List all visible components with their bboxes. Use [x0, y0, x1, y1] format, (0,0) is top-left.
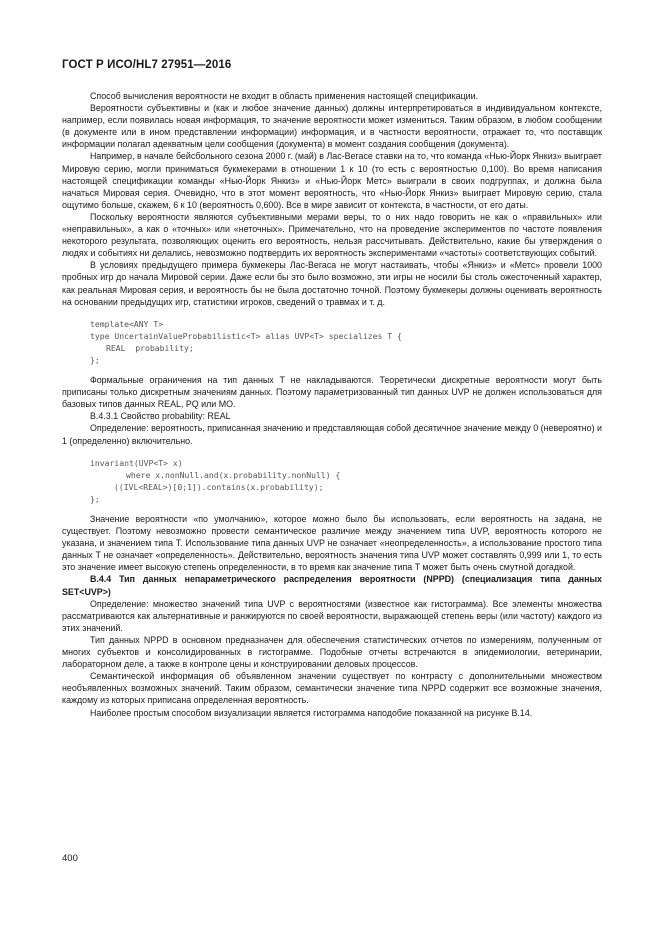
code-line: where x.nonNull.and(x.probability.nonNull) {	[126, 469, 341, 480]
code-line: };	[90, 493, 100, 504]
code-line: };	[90, 354, 100, 365]
page-number: 400	[62, 853, 78, 864]
document-body	[62, 90, 602, 719]
paragraph: Наиболее простым способом визуализации является гистограмма наподобие показанной на рисунке B.14.	[90, 707, 533, 718]
code-line: template<ANY T>	[90, 318, 164, 329]
section-heading: B.4.3.1 Свойство probability: REAL	[90, 411, 231, 422]
code-line: invariant(UVP<T> x)	[90, 457, 183, 468]
paragraph: Значение вероятности «по умолчанию», которое можно было бы использовать, если вероятность на задана, не существует. Поэтому невозможно провести семантическое различие между значением типа UVP, вероятность которого не указана, и значением типа T. Использование типа данных UVP не означает «неопределенность», а использование простого типа данных T не означает «определенность». Действительно, вероятность значения типа UVP может составлять 0,999 или 1, то есть это значение имеет высокую степень определенности, в то время как значение типа T может быть очень смутной догадкой.	[62, 514, 602, 573]
paragraph: В условиях предыдущего примера букмекеры Лас-Вегаса не могут настаивать, чтобы «Янкиз» и «Метс» провели 1000 пробных игр до начала Мировой серии. Даже если бы это было возможно, эти игры не носили бы столь ожесточенный характер, как реальная Мировая серия, и вероятность бы не была достаточно точной. Поэтому букмекеры должны оценивать вероятность на основании предыдущих игр, статистики игроков, сведений о травмах и т. д.	[62, 260, 602, 307]
paragraph: Определение: вероятность, приписанная значению и представляющая собой десятичное значение между 0 (невероятно) и 1 (определенно) включительно.	[62, 423, 602, 446]
paragraph: Поскольку вероятности являются субъективными мерами веры, то о них надо говорить не как о «правильных» или «неправильных», а как о «точных» или «неточных». Примечательно, что на проведение экспериментов по частоте появления некоторого результата, позволяющих оценить его вероятность, нельзя рассчитывать. Действительно, какие бы утверждения о людях и событиях ни делались, невозможно подтвердить их вероятность экспериментами «частоты» соответствующих событий.	[62, 211, 602, 259]
paragraph: Способ вычисления вероятности не входит в область применения настоящей спецификации.	[90, 91, 479, 101]
document-header: ГОСТ Р ИСО/HL7 27951—2016	[62, 59, 232, 71]
code-line: type UncertainValueProbabilistic<T> alias UVP<T> specializes T {	[90, 330, 402, 341]
paragraph: Определение: множество значений типа UVP с вероятностями (известное как гистограмма). Все элементы множества рассматриваются как альтернативные и ранжируются по своей вероятности, выражающей степень веры (или частоту) каждого из этих значений.	[62, 598, 602, 633]
code-line: ((IVL<REAL>)[0;1]).contains(x.probability);	[114, 481, 324, 492]
code-block-invariant	[62, 457, 602, 505]
code-line: REAL probability;	[106, 342, 194, 353]
paragraph: Вероятности субъективны и (как и любое значение данных) должны интерпретироваться в индивидуальном контексте, например, если появилась новая информация, то значение вероятности может измениться. Таким образом, в любом сообщении (в документе или в ином представлении информации) информация, и в частности вероятности, отражает то, что поставщик информации полагал адекватным цели сообщения (документа) в момент создания сообщения (документа).	[62, 103, 602, 150]
code-block-template	[62, 318, 602, 366]
paragraph: Формальные ограничения на тип данных T не накладываются. Теоретически дискретные вероятности могут быть приписаны только дискретным значениям данных. Поэтому параметризованный тип данных UVP не должен использоваться для базовых типов данных REAL, PQ или MO.	[62, 375, 602, 410]
paragraph: Тип данных NPPD в основном предназначен для обеспечения статистических отчетов по измерениям, полученным от многих субъектов и консолидированных в гистограмме. Подобные отчеты встречаются в эпидемиологии, ветеринарии, лабораторном деле, а также в контроле цены и конструировании деловых процессов.	[62, 634, 602, 670]
paragraph: Семантической информация об объявленном значении существует по контрасту с дополнительными множеством необъявленных возможных значений. Таким образом, семантически значение типа NPPD содержит все возможные значения, каждому из которых приписана определенная вероятность.	[62, 671, 602, 706]
paragraph: Например, в начале бейсбольного сезона 2000 г. (май) в Лас-Вегасе ставки на то, что команда «Нью-Йорк Янкиз» выиграет Мировую серию, могли приниматься букмекерами в отношении 1 к 10 (то есть с вероятностью 0,100). Во время написания настоящей спецификации команды «Нью-Йорк Янкиз» и «Нью-Йорк Метс» выиграли в своих подгруппах, и должна была начаться Мировая серия. Очевидно, что в этот момент вероятность, что «Нью-Йорк Янкиз» выиграет Мировую серию, стала ощутимо больше, скажем, 6 к 10 (вероятность 0,600). Все в мире зависит от контекста, в частности, от его даты.	[62, 151, 602, 210]
section-heading-bold: B.4.4 Тип данных непараметрического распределения вероятности (NPPD) (специализация типа данных SET<UVP>)	[62, 574, 602, 597]
